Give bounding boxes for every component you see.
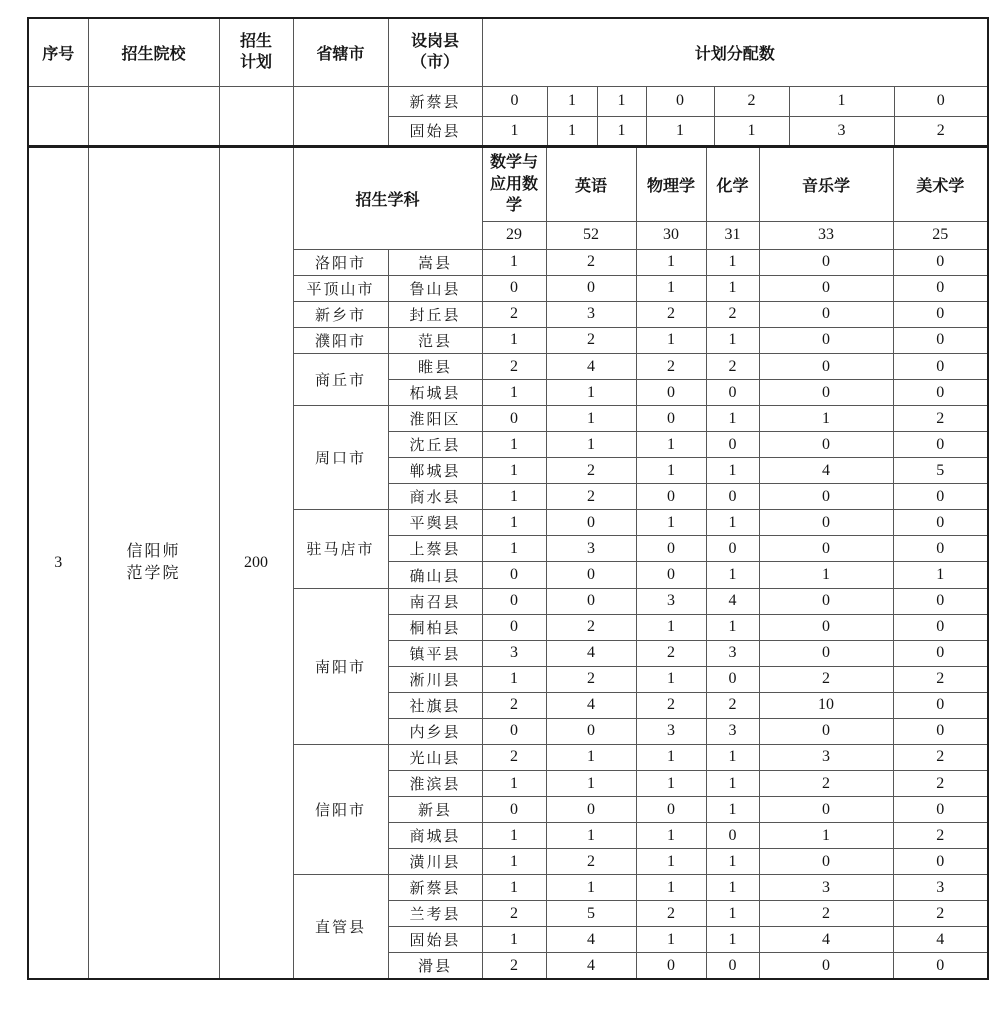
county-cell: 社旗县 [388, 692, 482, 718]
allocation-value-cell: 2 [482, 353, 546, 379]
allocation-value-cell: 2 [706, 301, 759, 327]
allocation-table-header-section [27, 17, 989, 147]
allocation-value-cell: 0 [893, 953, 988, 979]
allocation-value-cell: 0 [636, 797, 706, 823]
county-cell: 内乡县 [388, 718, 482, 744]
county-cell: 南召县 [388, 588, 482, 614]
county-cell: 固始县 [388, 927, 482, 953]
allocation-value-cell: 0 [636, 406, 706, 432]
allocation-value-cell: 1 [706, 744, 759, 770]
subject-total-cell: 52 [546, 221, 636, 249]
seq-value-cell: 3 [28, 147, 88, 979]
allocation-value-cell: 0 [546, 797, 636, 823]
subject-header-label-cell: 招生学科 [293, 147, 482, 249]
allocation-value-cell: 1 [706, 249, 759, 275]
table-header-row [28, 18, 988, 86]
subject-name-cell: 化学 [706, 147, 759, 221]
allocation-value-cell: 1 [482, 536, 546, 562]
allocation-value-cell: 2 [759, 770, 893, 796]
allocation-value-cell: 3 [546, 301, 636, 327]
allocation-value-cell: 4 [759, 458, 893, 484]
allocation-value-cell: 0 [893, 249, 988, 275]
plan-total-cell: 200 [219, 147, 293, 979]
allocation-value-cell: 0 [893, 275, 988, 301]
allocation-value-cell: 2 [482, 901, 546, 927]
allocation-value-cell: 1 [636, 275, 706, 301]
empty-merged-cell [219, 86, 293, 146]
county-cell: 封丘县 [388, 301, 482, 327]
allocation-value-cell: 2 [636, 901, 706, 927]
subject-name-label: 数学与应用数学 [490, 153, 539, 215]
allocation-value-cell: 0 [759, 953, 893, 979]
allocation-value-cell: 1 [482, 458, 546, 484]
allocation-value-cell: 2 [706, 353, 759, 379]
county-cell: 鲁山县 [388, 275, 482, 301]
allocation-value-cell: 1 [482, 770, 546, 796]
allocation-value-cell: 1 [706, 614, 759, 640]
allocation-value-cell: 2 [706, 692, 759, 718]
subject-total-cell: 29 [482, 221, 546, 249]
subject-name-cell: 美术学 [893, 147, 988, 221]
col-header-city: 省辖市 [293, 18, 388, 86]
allocation-value-cell: 1 [482, 432, 546, 458]
allocation-value-cell: 0 [893, 849, 988, 875]
allocation-value-cell: 0 [893, 588, 988, 614]
allocation-value-cell: 1 [706, 406, 759, 432]
subject-total-cell: 30 [636, 221, 706, 249]
allocation-value-cell: 0 [636, 380, 706, 406]
allocation-value-cell: 1 [706, 901, 759, 927]
allocation-value-cell: 0 [706, 432, 759, 458]
allocation-value-cell: 0 [893, 692, 988, 718]
allocation-value-cell: 0 [759, 353, 893, 379]
allocation-value-cell: 2 [636, 692, 706, 718]
col-header-allocation: 计划分配数 [482, 18, 988, 86]
city-cell: 信阳市 [293, 744, 388, 874]
allocation-value-cell: 1 [636, 666, 706, 692]
allocation-value-cell: 2 [759, 901, 893, 927]
allocation-value-cell: 0 [893, 327, 988, 353]
allocation-value-cell: 1 [706, 927, 759, 953]
allocation-value-cell: 0 [759, 249, 893, 275]
allocation-value-cell: 0 [546, 510, 636, 536]
allocation-value-cell: 0 [893, 380, 988, 406]
school-name-label: 信阳师范学院 [126, 543, 181, 582]
allocation-value-cell: 1 [636, 823, 706, 849]
allocation-value-cell: 1 [706, 562, 759, 588]
allocation-value-cell: 0 [482, 275, 546, 301]
allocation-value-cell: 4 [546, 692, 636, 718]
allocation-value-cell: 1 [636, 614, 706, 640]
allocation-value-cell: 2 [893, 744, 988, 770]
allocation-value-cell: 1 [706, 458, 759, 484]
county-cell: 淅川县 [388, 666, 482, 692]
allocation-value-cell: 0 [546, 718, 636, 744]
subject-name-cell: 物理学 [636, 147, 706, 221]
allocation-value-cell: 0 [482, 614, 546, 640]
allocation-value-cell: 1 [636, 849, 706, 875]
empty-merged-cell [28, 86, 88, 146]
county-cell: 固始县 [388, 116, 482, 146]
allocation-value-cell: 0 [893, 301, 988, 327]
city-cell: 直管县 [293, 875, 388, 979]
allocation-value-cell: 2 [482, 953, 546, 979]
allocation-value-cell: 1 [789, 86, 894, 116]
allocation-value-cell: 5 [893, 458, 988, 484]
allocation-value-cell: 1 [706, 849, 759, 875]
allocation-value-cell: 2 [759, 666, 893, 692]
allocation-value-cell: 3 [546, 536, 636, 562]
allocation-value-cell: 2 [482, 301, 546, 327]
col-header-plan [219, 18, 293, 86]
allocation-value-cell: 1 [759, 406, 893, 432]
county-cell: 桐柏县 [388, 614, 482, 640]
county-cell: 淮阳区 [388, 406, 482, 432]
allocation-table-section-3 [27, 146, 989, 980]
allocation-value-cell: 0 [759, 301, 893, 327]
allocation-value-cell: 1 [482, 849, 546, 875]
col-header-school: 招生院校 [88, 18, 219, 86]
allocation-value-cell: 1 [597, 116, 646, 146]
allocation-value-cell: 0 [546, 588, 636, 614]
subject-total-cell: 33 [759, 221, 893, 249]
county-cell: 淮滨县 [388, 770, 482, 796]
city-cell: 平顶山市 [293, 275, 388, 301]
allocation-value-cell: 0 [482, 86, 547, 116]
allocation-value-cell: 1 [636, 458, 706, 484]
allocation-value-cell: 2 [546, 458, 636, 484]
allocation-value-cell: 2 [546, 484, 636, 510]
allocation-value-cell: 3 [706, 718, 759, 744]
allocation-value-cell: 1 [546, 823, 636, 849]
county-cell: 滑县 [388, 953, 482, 979]
allocation-value-cell: 1 [759, 823, 893, 849]
allocation-value-cell: 4 [546, 640, 636, 666]
allocation-value-cell: 3 [759, 875, 893, 901]
allocation-value-cell: 0 [759, 588, 893, 614]
allocation-value-cell: 1 [546, 770, 636, 796]
allocation-value-cell: 0 [759, 718, 893, 744]
allocation-value-cell: 1 [546, 406, 636, 432]
allocation-value-cell: 10 [759, 692, 893, 718]
allocation-value-cell: 1 [893, 562, 988, 588]
allocation-value-cell: 3 [759, 744, 893, 770]
allocation-value-cell: 1 [482, 327, 546, 353]
allocation-value-cell: 0 [482, 562, 546, 588]
allocation-value-cell: 0 [646, 86, 714, 116]
allocation-value-cell: 0 [482, 588, 546, 614]
allocation-value-cell: 1 [636, 744, 706, 770]
allocation-value-cell: 0 [893, 484, 988, 510]
allocation-value-cell: 0 [759, 536, 893, 562]
county-cell: 新县 [388, 797, 482, 823]
allocation-value-cell: 0 [759, 484, 893, 510]
allocation-value-cell: 2 [714, 86, 789, 116]
allocation-value-cell: 0 [636, 953, 706, 979]
allocation-value-cell: 1 [597, 86, 646, 116]
county-cell: 平舆县 [388, 510, 482, 536]
allocation-value-cell: 0 [636, 562, 706, 588]
allocation-value-cell: 1 [706, 327, 759, 353]
allocation-value-cell: 0 [759, 327, 893, 353]
empty-merged-cell [293, 86, 388, 146]
allocation-value-cell: 1 [706, 275, 759, 301]
county-cell: 新蔡县 [388, 875, 482, 901]
school-name-cell [88, 147, 219, 979]
allocation-value-cell: 1 [636, 327, 706, 353]
allocation-value-cell: 1 [636, 770, 706, 796]
allocation-value-cell: 0 [706, 380, 759, 406]
allocation-value-cell: 2 [546, 849, 636, 875]
allocation-value-cell: 0 [482, 406, 546, 432]
city-cell: 洛阳市 [293, 249, 388, 275]
allocation-value-cell: 3 [636, 718, 706, 744]
allocation-value-cell: 1 [636, 432, 706, 458]
allocation-value-cell: 1 [706, 797, 759, 823]
county-cell: 沈丘县 [388, 432, 482, 458]
allocation-value-cell: 1 [546, 744, 636, 770]
allocation-value-cell: 2 [893, 406, 988, 432]
allocation-value-cell: 0 [706, 484, 759, 510]
allocation-value-cell: 0 [893, 353, 988, 379]
allocation-value-cell: 1 [482, 116, 547, 146]
county-cell: 潢川县 [388, 849, 482, 875]
allocation-value-cell: 0 [893, 797, 988, 823]
allocation-value-cell: 4 [546, 953, 636, 979]
allocation-value-cell: 0 [482, 718, 546, 744]
city-cell: 商丘市 [293, 353, 388, 405]
allocation-value-cell: 1 [759, 562, 893, 588]
county-cell: 嵩县 [388, 249, 482, 275]
allocation-value-cell: 2 [636, 353, 706, 379]
city-cell: 周口市 [293, 406, 388, 510]
allocation-value-cell: 1 [482, 249, 546, 275]
col-header-county-label: 设岗县（市） [410, 32, 459, 72]
allocation-value-cell: 1 [636, 927, 706, 953]
allocation-value-cell: 1 [706, 770, 759, 796]
allocation-value-cell: 2 [636, 640, 706, 666]
county-cell: 确山县 [388, 562, 482, 588]
allocation-value-cell: 0 [759, 380, 893, 406]
allocation-value-cell: 0 [706, 953, 759, 979]
allocation-value-cell: 2 [546, 614, 636, 640]
allocation-value-cell: 1 [546, 380, 636, 406]
allocation-value-cell: 1 [482, 823, 546, 849]
allocation-value-cell: 2 [893, 823, 988, 849]
subject-name-cell: 英语 [546, 147, 636, 221]
county-cell: 范县 [388, 327, 482, 353]
county-cell: 柘城县 [388, 380, 482, 406]
allocation-value-cell: 0 [546, 275, 636, 301]
allocation-value-cell: 1 [636, 249, 706, 275]
allocation-value-cell: 1 [646, 116, 714, 146]
county-cell: 镇平县 [388, 640, 482, 666]
allocation-value-cell: 1 [547, 116, 597, 146]
allocation-value-cell: 1 [636, 510, 706, 536]
allocation-value-cell: 2 [482, 744, 546, 770]
allocation-value-cell: 2 [546, 249, 636, 275]
subject-name-cell [482, 147, 546, 221]
allocation-value-cell: 1 [482, 927, 546, 953]
allocation-value-cell: 1 [706, 875, 759, 901]
allocation-value-cell: 1 [636, 875, 706, 901]
county-cell: 睢县 [388, 353, 482, 379]
allocation-value-cell: 4 [706, 588, 759, 614]
allocation-value-cell: 1 [482, 875, 546, 901]
allocation-value-cell: 0 [759, 849, 893, 875]
allocation-value-cell: 2 [546, 666, 636, 692]
allocation-value-cell: 1 [706, 510, 759, 536]
allocation-value-cell: 3 [482, 640, 546, 666]
allocation-value-cell: 0 [894, 86, 988, 116]
city-cell: 南阳市 [293, 588, 388, 744]
allocation-value-cell: 1 [546, 875, 636, 901]
allocation-value-cell: 3 [789, 116, 894, 146]
allocation-value-cell: 0 [893, 640, 988, 666]
allocation-value-cell: 5 [546, 901, 636, 927]
county-cell: 商城县 [388, 823, 482, 849]
allocation-value-cell: 4 [759, 927, 893, 953]
allocation-value-cell: 3 [706, 640, 759, 666]
allocation-value-cell: 1 [547, 86, 597, 116]
allocation-value-cell: 2 [482, 692, 546, 718]
allocation-value-cell: 4 [546, 927, 636, 953]
allocation-value-cell: 0 [759, 275, 893, 301]
allocation-value-cell: 1 [482, 510, 546, 536]
allocation-value-cell: 0 [759, 432, 893, 458]
allocation-value-cell: 2 [893, 901, 988, 927]
subject-total-cell: 25 [893, 221, 988, 249]
col-header-plan-label: 招生计划 [239, 32, 272, 72]
city-cell: 濮阳市 [293, 327, 388, 353]
allocation-value-cell: 3 [636, 588, 706, 614]
allocation-value-cell: 0 [546, 562, 636, 588]
county-cell: 商水县 [388, 484, 482, 510]
allocation-value-cell: 0 [893, 432, 988, 458]
allocation-value-cell: 0 [706, 666, 759, 692]
county-cell: 兰考县 [388, 901, 482, 927]
empty-merged-cell [88, 86, 219, 146]
allocation-value-cell: 0 [706, 823, 759, 849]
allocation-value-cell: 3 [893, 875, 988, 901]
county-cell: 上蔡县 [388, 536, 482, 562]
allocation-value-cell: 1 [482, 484, 546, 510]
carryover-row [28, 86, 988, 116]
allocation-value-cell: 0 [759, 614, 893, 640]
city-cell: 驻马店市 [293, 510, 388, 588]
allocation-value-cell: 4 [546, 353, 636, 379]
allocation-value-cell: 4 [893, 927, 988, 953]
allocation-value-cell: 0 [759, 640, 893, 666]
allocation-value-cell: 0 [893, 510, 988, 536]
allocation-value-cell: 1 [546, 432, 636, 458]
allocation-value-cell: 2 [894, 116, 988, 146]
subject-total-cell: 31 [706, 221, 759, 249]
city-cell: 新乡市 [293, 301, 388, 327]
county-cell: 光山县 [388, 744, 482, 770]
allocation-value-cell: 0 [893, 536, 988, 562]
allocation-value-cell: 0 [893, 718, 988, 744]
col-header-seq: 序号 [28, 18, 88, 86]
subject-header-row [28, 147, 988, 221]
allocation-value-cell: 2 [893, 770, 988, 796]
allocation-value-cell: 1 [482, 380, 546, 406]
allocation-value-cell: 2 [636, 301, 706, 327]
subject-name-cell: 音乐学 [759, 147, 893, 221]
allocation-value-cell: 2 [546, 327, 636, 353]
allocation-value-cell: 0 [706, 536, 759, 562]
allocation-value-cell: 0 [636, 536, 706, 562]
allocation-value-cell: 2 [893, 666, 988, 692]
allocation-value-cell: 0 [893, 614, 988, 640]
col-header-county [388, 18, 482, 86]
allocation-value-cell: 0 [759, 797, 893, 823]
allocation-value-cell: 1 [714, 116, 789, 146]
county-cell: 新蔡县 [388, 86, 482, 116]
allocation-value-cell: 0 [636, 484, 706, 510]
allocation-value-cell: 1 [482, 666, 546, 692]
allocation-value-cell: 0 [759, 510, 893, 536]
county-cell: 郸城县 [388, 458, 482, 484]
allocation-value-cell: 0 [482, 797, 546, 823]
